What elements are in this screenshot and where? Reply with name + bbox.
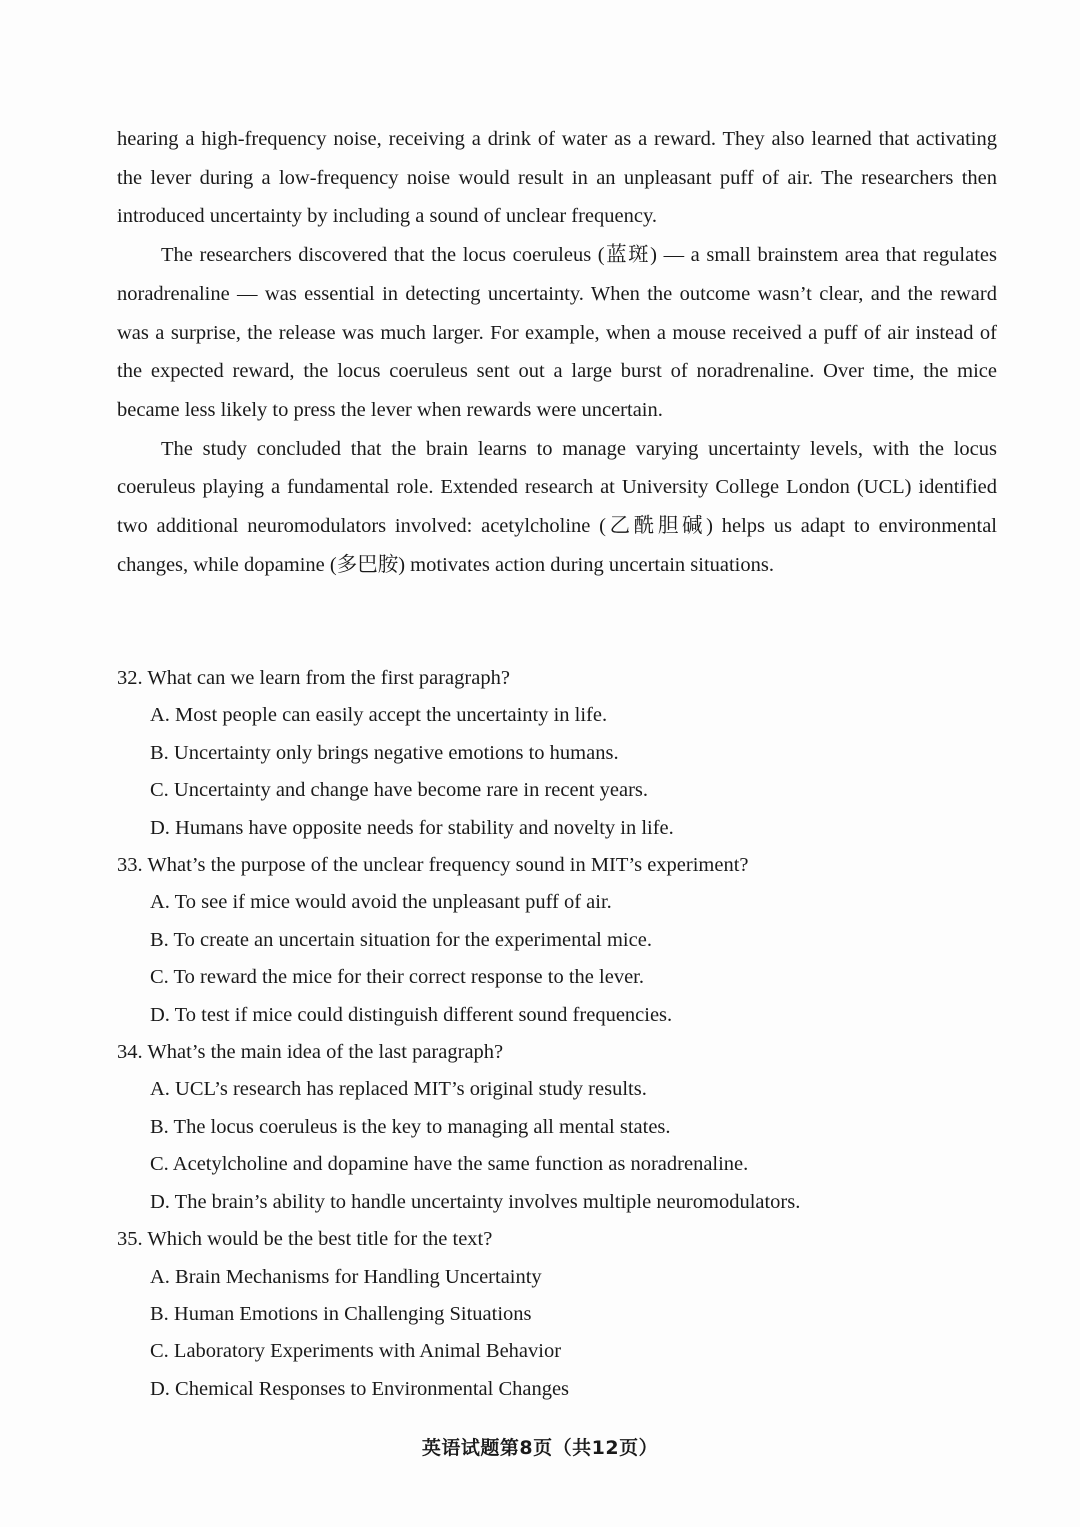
- question-32: [117, 660, 997, 847]
- passage-paragraph-3: The study concluded that the brain learns to manage varying uncertainty levels, with the locus coeruleus playing a fundamental role. Extended research at University College London (UCL) identified two additional neuromodulators involved: acetylcholine (乙酰胆碱) helps us adapt to environmental changes, while dopamine (多巴胺) motivates action during uncertain situations.: [117, 437, 997, 576]
- option-a: A. Brain Mechanisms for Handling Uncertainty: [150, 1265, 542, 1288]
- question-stem: 33. What’s the purpose of the unclear frequency sound in MIT’s experiment?: [117, 854, 749, 877]
- question-34: [117, 1034, 997, 1221]
- question-stem: 32. What can we learn from the first paragraph?: [117, 667, 510, 689]
- option-c: C. To reward the mice for their correct response to the lever.: [150, 966, 644, 989]
- question-35: [117, 1221, 997, 1408]
- page-footer: 英语试题第8页（共12页）: [421, 1437, 659, 1459]
- passage-paragraph-1: hearing a high-frequency noise, receiving a drink of water as a reward. They also learned that activating the lever during a low-frequency noise would result in an unpleasant puff of air. The researchers then introduced uncertainty by including a sound of unclear frequency.: [117, 128, 997, 228]
- question-stem: 35. Which would be the best title for the text?: [117, 1228, 493, 1251]
- option-b: B. To create an uncertain situation for the experimental mice.: [150, 928, 652, 951]
- option-d: D. The brain’s ability to handle uncertainty involves multiple neuromodulators.: [150, 1190, 801, 1213]
- option-b: B. Human Emotions in Challenging Situations: [150, 1302, 532, 1325]
- option-c: C. Uncertainty and change have become rare in recent years.: [150, 779, 649, 802]
- option-b: B. The locus coeruleus is the key to managing all mental states.: [150, 1115, 671, 1138]
- option-d: D. Humans have opposite needs for stability and novelty in life.: [150, 816, 674, 839]
- option-a: A. Most people can easily accept the uncertainty in life.: [150, 704, 608, 727]
- passage-paragraph-2: The researchers discovered that the locus coeruleus (蓝斑) — a small brainstem area that regulates noradrenaline — was essential in detecting uncertainty. When the outcome wasn’t clear, and the reward was a surprise, the release was much larger. For example, when a mouse received a puff of air instead of the expected reward, the locus coeruleus sent out a large burst of noradrenaline. Over time, the mice became less likely to press the lever when rewards were uncertain.: [117, 244, 997, 421]
- option-d: D. Chemical Responses to Environmental Changes: [150, 1377, 570, 1400]
- reading-passage: [117, 120, 997, 584]
- question-33: [117, 847, 997, 1034]
- question-list: [117, 660, 997, 1408]
- option-c: C. Acetylcholine and dopamine have the same function as noradrenaline.: [150, 1153, 749, 1176]
- option-a: A. To see if mice would avoid the unpleasant puff of air.: [150, 891, 612, 914]
- option-d: D. To test if mice could distinguish different sound frequencies.: [150, 1003, 673, 1026]
- question-stem: 34. What’s the main idea of the last paragraph?: [117, 1041, 504, 1064]
- option-c: C. Laboratory Experiments with Animal Behavior: [150, 1340, 562, 1363]
- option-b: B. Uncertainty only brings negative emotions to humans.: [150, 741, 619, 764]
- option-a: A. UCL’s research has replaced MIT’s original study results.: [150, 1078, 647, 1101]
